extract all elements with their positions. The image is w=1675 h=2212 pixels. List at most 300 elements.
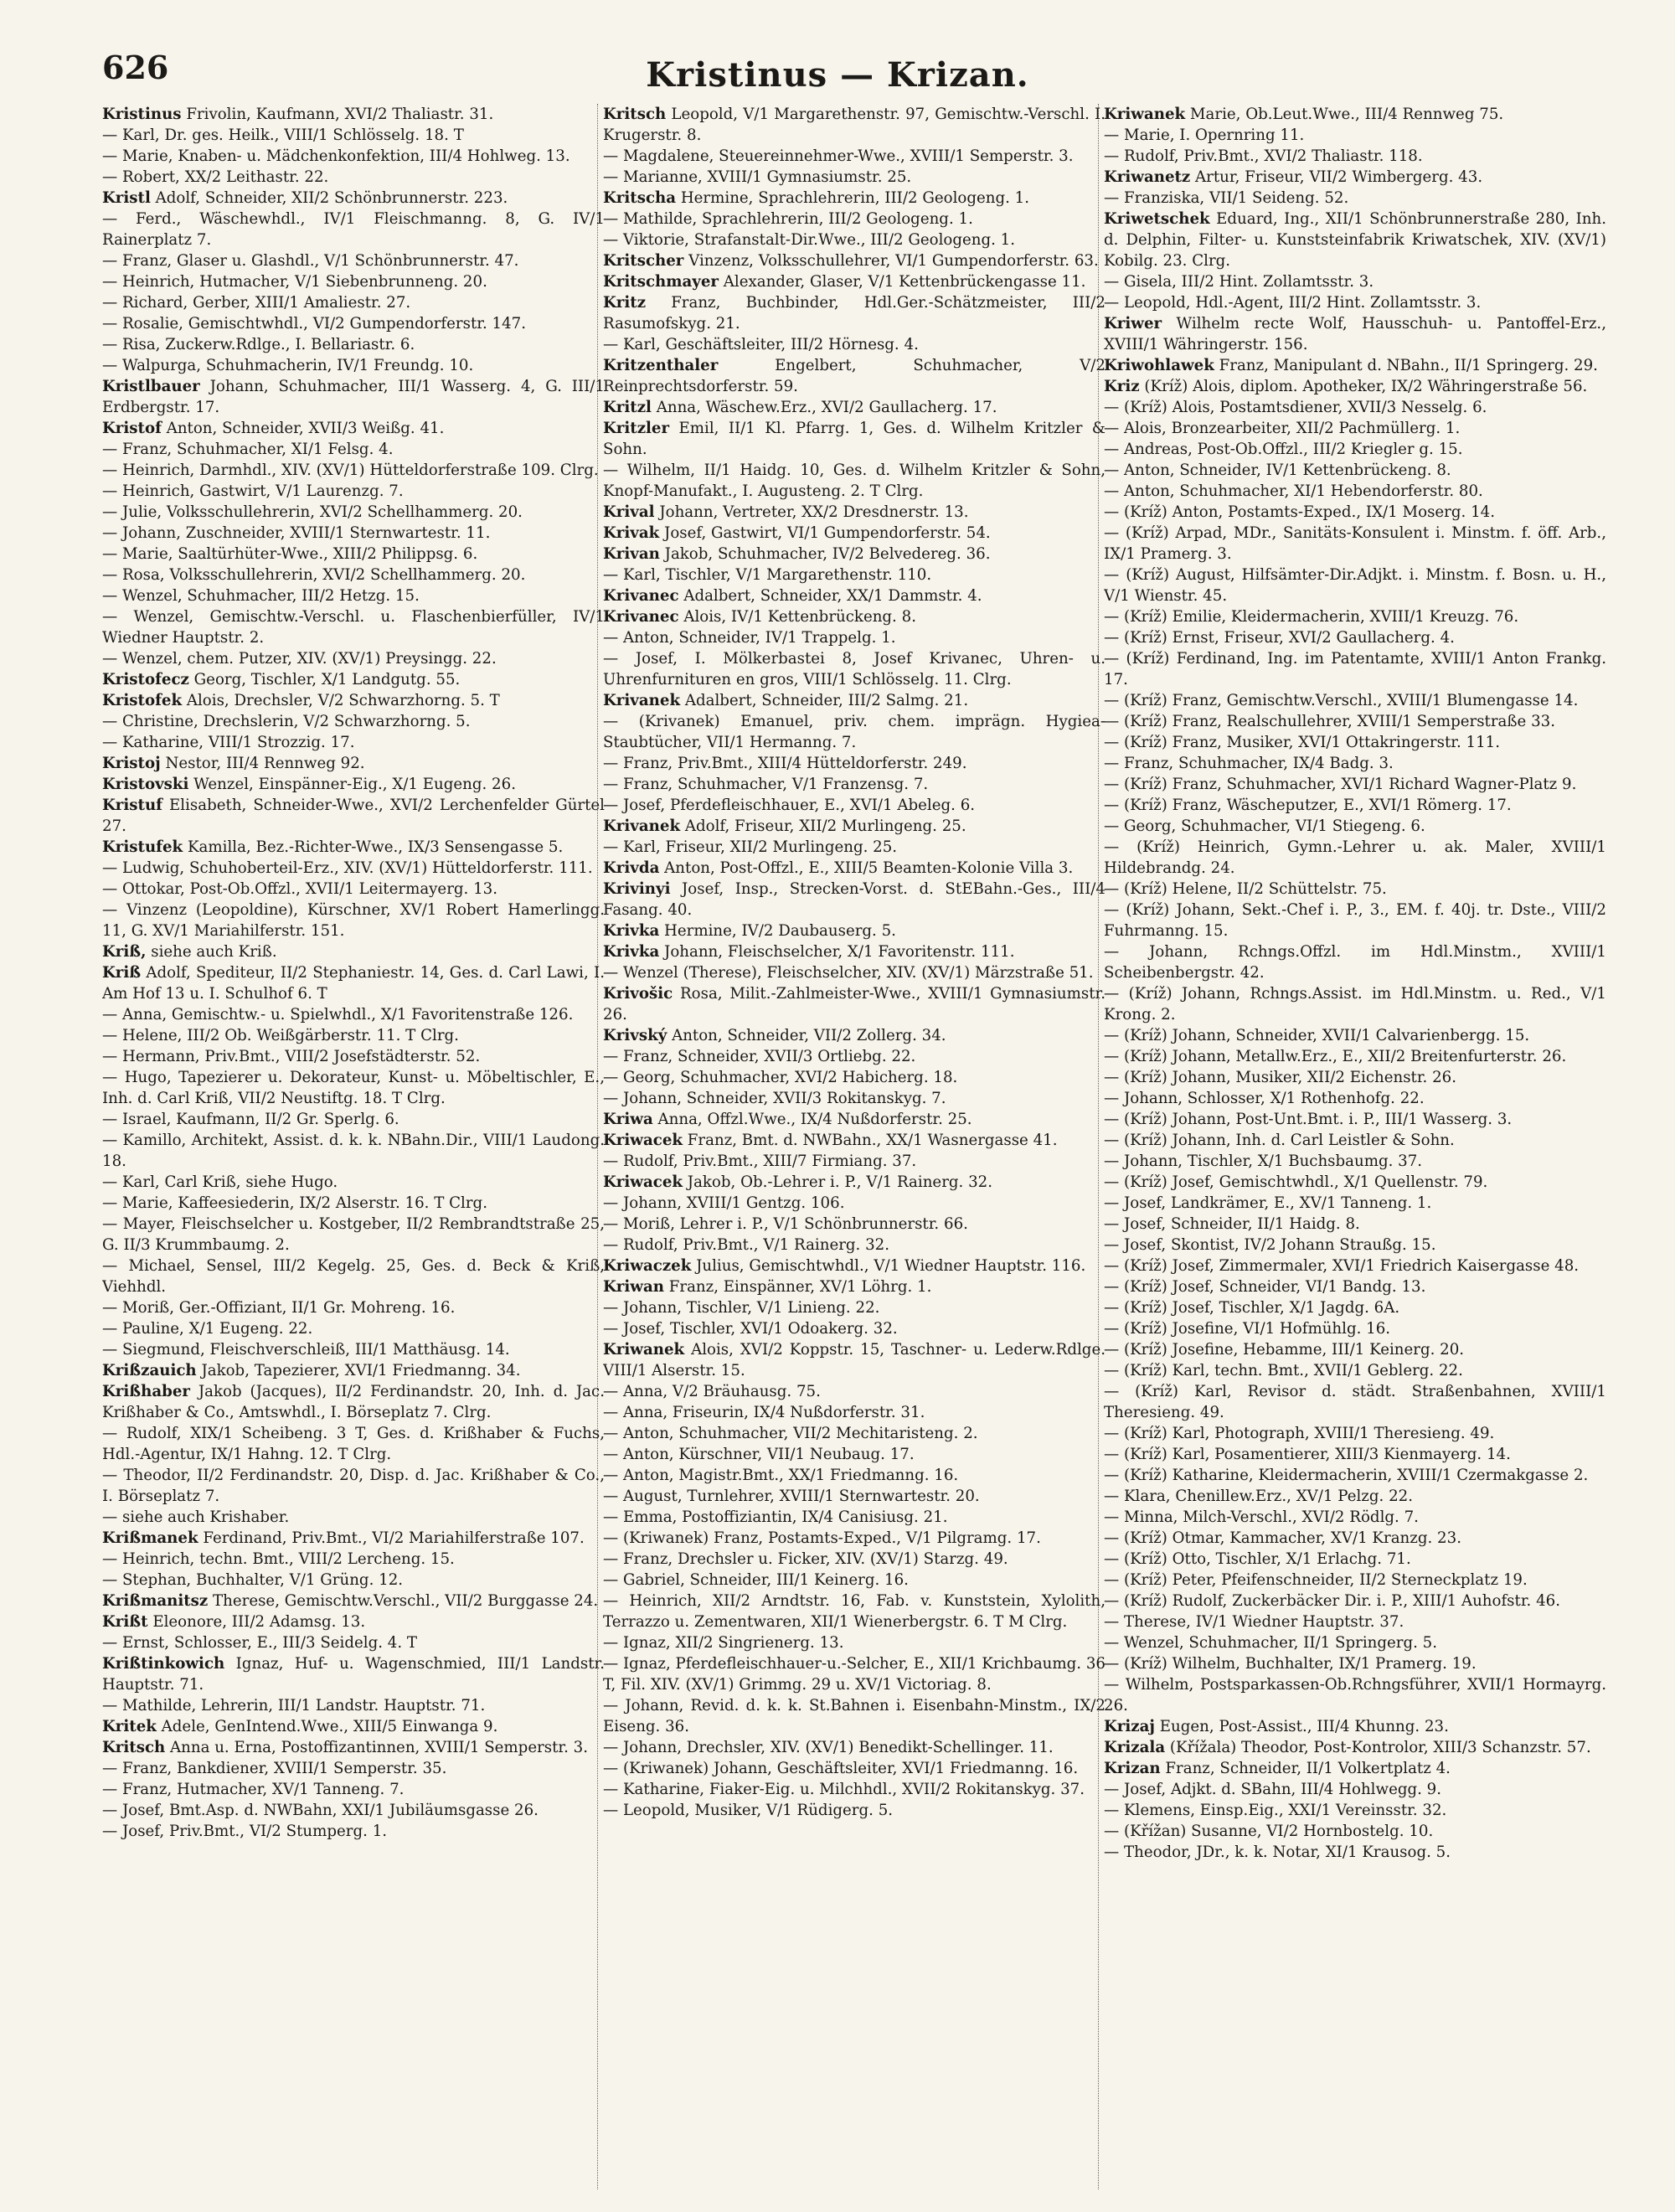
- entry-text: Kristovski Wenzel, Einspänner-Eig., X/1 Eugeng. 26.: [102, 776, 516, 793]
- entry-text: Kristlbauer Johann, Schuhmacher, III/1 Wasserg. 4, G. III/1 Erdbergstr. 17.: [102, 378, 605, 416]
- directory-subentry: [1104, 690, 1606, 711]
- entry-text: Kritsch Anna u. Erna, Postoffizantinnen, XVIII/1 Semperstr. 3.: [102, 1739, 589, 1756]
- directory-subentry: [603, 1214, 1106, 1235]
- entry-text: — Alois, Bronzearbeiter, XII/2 Pachmüllerg. 1.: [1104, 420, 1461, 437]
- directory-subentry: [603, 1507, 1106, 1528]
- directory-subentry: [1104, 188, 1606, 209]
- entry-text: — Robert, XX/2 Leithastr. 22.: [102, 168, 329, 186]
- entry-text: Kriwohlawek Franz, Manipulant d. NBahn., II/1 Springerg. 29.: [1104, 357, 1598, 374]
- surname: Krivka: [603, 943, 660, 961]
- directory-subentry: [1104, 1193, 1606, 1214]
- surname: Krißhaber: [102, 1383, 190, 1400]
- directory-subentry: [1104, 1674, 1606, 1716]
- entry-text: Krivošic Rosa, Milit.-Zahlmeister-Wwe., XVIII/1 Gymnasiumstr. 26.: [603, 985, 1106, 1024]
- entry-text: Krizan Franz, Schneider, II/1 Volkertplatz 4.: [1104, 1760, 1451, 1777]
- surname: Kristofecz: [102, 671, 189, 688]
- surname: Kriwacek: [603, 1132, 683, 1149]
- directory-subentry: [102, 648, 605, 669]
- entry-text: — (Kríž) Arpad, MDr., Sanitäts-Konsulent i. Minstm. f. öff. Arb., IX/1 Pramerg. 3.: [1104, 524, 1606, 563]
- entry-text: — Pauline, X/1 Eugeng. 22.: [102, 1320, 313, 1338]
- directory-subentry: [1104, 1528, 1606, 1549]
- entry-text: — Johann, Drechsler, XIV. (XV/1) Benedikt-Schellinger. 11.: [603, 1739, 1054, 1756]
- entry-text: — Karl, Tischler, V/1 Margarethenstr. 110.: [603, 566, 932, 584]
- directory-subentry: [603, 1151, 1106, 1172]
- entry-text: — Rudolf, Priv.Bmt., XIII/7 Firmiang. 37.: [603, 1152, 917, 1170]
- surname: Krißmanitsz: [102, 1592, 209, 1610]
- entry-text: — Therese, IV/1 Wiedner Hauptstr. 37.: [1104, 1613, 1404, 1631]
- directory-subentry: [603, 627, 1106, 648]
- directory-subentry: [1104, 879, 1606, 900]
- directory-entry: [603, 502, 1106, 523]
- directory-subentry: [1104, 481, 1606, 502]
- entry-text: — (Kríž) Karl, Revisor d. städt. Straßenbahnen, XVIII/1 Theresieng. 49.: [1104, 1383, 1606, 1421]
- directory-subentry: [1104, 837, 1606, 879]
- entry-text: Krivak Josef, Gastwirt, VI/1 Gumpendorferstr. 54.: [603, 524, 991, 542]
- directory-subentry: [102, 1695, 605, 1716]
- surname: Krivanec: [603, 608, 679, 626]
- entry-text: — Franz, Schuhmacher, IX/4 Badg. 3.: [1104, 755, 1394, 772]
- entry-text: — Franz, Schuhmacher, V/1 Franzensg. 7.: [603, 776, 929, 793]
- directory-subentry: [102, 271, 605, 292]
- directory-entry: [102, 1381, 605, 1423]
- directory-entry: [603, 292, 1106, 334]
- surname: Krizan: [1104, 1760, 1161, 1777]
- page-number: 626: [102, 49, 169, 86]
- entry-text: — Katharine, Fiaker-Eig. u. Milchhdl., XVII/2 Rokitanskyg. 37.: [603, 1781, 1085, 1798]
- directory-entry: [603, 858, 1106, 879]
- entry-text: — (Kríž) Anton, Postamts-Exped., IX/1 Moserg. 14.: [1104, 503, 1496, 521]
- entry-text: — (Kríž) Karl, Photograph, XVIII/1 Theresieng. 49.: [1104, 1425, 1495, 1442]
- directory-entry: [603, 983, 1106, 1025]
- entry-text: Kristoj Nestor, III/4 Rennweg 92.: [102, 755, 365, 772]
- entry-text: — Marie, Kaffeesiederin, IX/2 Alserstr. 16. T Clrg.: [102, 1194, 487, 1212]
- directory-entry: [603, 585, 1106, 606]
- directory-subentry: [1104, 1172, 1606, 1193]
- directory-subentry: [1104, 1088, 1606, 1109]
- entry-text: — Johann, Revid. d. k. k. St.Bahnen i. Eisenbahn-Minstm., IX/2 Eiseng. 36.: [603, 1697, 1106, 1735]
- entry-text: — (Kríž) Franz, Schuhmacher, XVI/1 Richard Wagner-Platz 9.: [1104, 776, 1577, 793]
- surname: Kristinus: [102, 106, 182, 123]
- entry-text: — Josef, Pferdefleischhauer, E., XVI/1 Abeleg. 6.: [603, 797, 976, 814]
- entry-text: Kritek Adele, GenIntend.Wwe., XIII/5 Einwanga 9.: [102, 1718, 498, 1735]
- entry-text: Krivanec Adalbert, Schneider, XX/1 Dammstr. 4.: [603, 587, 982, 605]
- entry-text: — (Kríž) Johann, Post-Unt.Bmt. i. P., III/1 Wasserg. 3.: [1104, 1111, 1513, 1128]
- directory-entry: [603, 397, 1106, 418]
- directory-subentry: [102, 1423, 605, 1465]
- directory-subentry: [102, 167, 605, 188]
- entry-text: — Wenzel, Gemischtw.-Verschl. u. Flaschenbierfüller, IV/1 Wiedner Hauptstr. 2.: [102, 608, 605, 647]
- directory-subentry: [603, 1381, 1106, 1402]
- entry-text: — August, Turnlehrer, XVIII/1 Sternwartestr. 20.: [603, 1488, 980, 1505]
- directory-subentry: [1104, 1800, 1606, 1821]
- entry-text: Krivský Anton, Schneider, VII/2 Zollerg. 34.: [603, 1027, 946, 1044]
- entry-text: — Gabriel, Schneider, III/1 Keinerg. 16.: [603, 1571, 909, 1589]
- surname: Kritzl: [603, 399, 652, 416]
- directory-subentry: [1104, 732, 1606, 753]
- entry-text: — Johann, XVIII/1 Gentzg. 106.: [603, 1194, 845, 1212]
- directory-subentry: [1104, 1318, 1606, 1339]
- entry-text: — Israel, Kaufmann, II/2 Gr. Sperlg. 6.: [102, 1111, 399, 1128]
- directory-subentry: [102, 1193, 605, 1214]
- directory-subentry: [1104, 523, 1606, 565]
- entry-text: — Rosalie, Gemischtwhdl., VI/2 Gumpendorferstr. 147.: [102, 315, 527, 333]
- surname: Kritschmayer: [603, 273, 719, 291]
- entry-text: Krißt Eleonore, III/2 Adamsg. 13.: [102, 1613, 366, 1631]
- surname: Krizaj: [1104, 1718, 1155, 1735]
- directory-subentry: [1104, 627, 1606, 648]
- entry-text: Kritschmayer Alexander, Glaser, V/1 Kettenbrückengasse 11.: [603, 273, 1086, 291]
- directory-entry: [102, 376, 605, 418]
- entry-text: — Viktorie, Strafanstalt-Dir.Wwe., III/2 Geologeng. 1.: [603, 231, 1016, 249]
- directory-subentry: [1104, 1653, 1606, 1674]
- entry-text: — Leopold, Musiker, V/1 Rüdigerg. 5.: [603, 1802, 894, 1819]
- directory-subentry: [1104, 1025, 1606, 1046]
- directory-subentry: [102, 1046, 605, 1067]
- entry-text: — Heinrich, Gastwirt, V/1 Laurenzg. 7.: [102, 482, 404, 500]
- directory-entry: [603, 523, 1106, 544]
- entry-text: — Johann, Schneider, XVII/3 Rokitanskyg. 7.: [603, 1090, 946, 1107]
- directory-subentry: [102, 1130, 605, 1172]
- entry-text: — Ernst, Schlosser, E., III/3 Seidelg. 4. T: [102, 1634, 418, 1652]
- surname: Kritsch: [603, 106, 667, 123]
- entry-text: Kristufek Kamilla, Bez.-Richter-Wwe., IX/3 Sensengasse 5.: [102, 838, 564, 856]
- entry-text: Kriwacek Jakob, Ob.-Lehrer i. P., V/1 Rainerg. 32.: [603, 1173, 993, 1191]
- entry-text: — Franz, Bankdiener, XVIII/1 Semperstr. 35.: [102, 1760, 447, 1777]
- directory-subentry: [102, 606, 605, 648]
- surname: Kriwanek: [1104, 106, 1186, 123]
- entry-text: — Mathilde, Sprachlehrerin, III/2 Geologeng. 1.: [603, 210, 973, 228]
- directory-subentry: [1104, 1151, 1606, 1172]
- surname: Kristlbauer: [102, 378, 200, 395]
- directory-entry: [102, 418, 605, 439]
- directory-subentry: [603, 753, 1106, 774]
- directory-subentry: [102, 1570, 605, 1591]
- directory-entry: [102, 1716, 605, 1737]
- entry-text: — Minna, Milch-Verschl., XVI/2 Rödlg. 7.: [1104, 1508, 1419, 1526]
- surname: Kristuf: [102, 797, 162, 814]
- directory-subentry: [603, 460, 1106, 502]
- directory-entry: [603, 188, 1106, 209]
- entry-text: — (Kríž) Josefine, VI/1 Hofmühlg. 16.: [1104, 1320, 1391, 1338]
- surname: Kriwaczek: [603, 1257, 692, 1275]
- directory-entry: [1104, 1758, 1606, 1779]
- directory-subentry: [1104, 774, 1606, 795]
- entry-text: — (Kríž) Johann, Rchngs.Assist. im Hdl.Minstm. u. Red., V/1 Krong. 2.: [1104, 985, 1606, 1024]
- entry-text: — Johann, Rchngs.Offzl. im Hdl.Minstm., XVIII/1 Scheibenbergstr. 42.: [1104, 943, 1606, 982]
- entry-text: Krivka Johann, Fleischselcher, X/1 Favoritenstr. 111.: [603, 943, 1015, 961]
- surname: Krizala: [1104, 1739, 1166, 1756]
- directory-entry: [603, 418, 1106, 460]
- directory-entry: [102, 1528, 605, 1549]
- entry-text: — Franz, Priv.Bmt., XIII/4 Hütteldorferstr. 249.: [603, 755, 967, 772]
- surname: Kritsch: [102, 1739, 166, 1756]
- directory-entry: [102, 188, 605, 209]
- directory-subentry: [603, 648, 1106, 690]
- entry-text: — Christine, Drechslerin, V/2 Schwarzhorng. 5.: [102, 713, 471, 730]
- directory-subentry: [1104, 1297, 1606, 1318]
- directory-subentry: [1104, 795, 1606, 816]
- entry-text: — Karl, Carl Kriß, siehe Hugo.: [102, 1173, 338, 1191]
- surname: Kritek: [102, 1718, 157, 1735]
- directory-subentry: [1104, 439, 1606, 460]
- entry-text: — Anton, Schuhmacher, VII/2 Mechitaristeng. 2.: [603, 1425, 978, 1442]
- directory-subentry: [1104, 606, 1606, 627]
- entry-text: — (Kríž) Wilhelm, Buchhalter, IX/1 Pramerg. 19.: [1104, 1655, 1477, 1673]
- directory-entry: [603, 544, 1106, 565]
- entry-text: — Josef, Skontist, IV/2 Johann Straußg. 15.: [1104, 1236, 1436, 1254]
- entry-text: — Franziska, VII/1 Seideng. 52.: [1104, 189, 1349, 207]
- entry-text: — Andreas, Post-Ob.Offzl., III/2 Kriegler g. 15.: [1104, 441, 1463, 458]
- entry-text: — (Kríž) Johann, Metallw.Erz., E., XII/2 Breitenfurterstr. 26.: [1104, 1048, 1567, 1065]
- directory-subentry: [603, 1193, 1106, 1214]
- entry-text: — Anna, V/2 Bräuhausg. 75.: [603, 1383, 821, 1400]
- directory-entry: [603, 1256, 1106, 1276]
- entry-text: — Moriß, Lehrer i. P., V/1 Schönbrunnerstr. 66.: [603, 1215, 968, 1233]
- column-2: [603, 104, 1106, 2198]
- entry-text: — Emma, Postoffiziantin, IX/4 Canisiusg. 21.: [603, 1508, 948, 1526]
- surname: Kritscher: [603, 252, 684, 270]
- directory-subentry: [102, 1800, 605, 1821]
- entry-text: Kriß Adolf, Spediteur, II/2 Stephaniestr. 14, Ges. d. Carl Lawi, I. Am Hof 13 u. I. Schulhof 6. T: [102, 964, 605, 1003]
- directory-subentry: [603, 1088, 1106, 1109]
- entry-text: — Ignaz, Pferdefleischhauer-u.-Selcher, E., XII/1 Krichbaumg. 36 T, Fil. XIV. (XV/1) Grimmg. 29 u. XV/1 Victoriag. 8.: [603, 1655, 1106, 1694]
- directory-subentry: [1104, 1842, 1606, 1863]
- surname: Kriwacek: [603, 1173, 683, 1191]
- directory-entry: [102, 1611, 605, 1632]
- directory-subentry: [1104, 1486, 1606, 1507]
- directory-subentry: [102, 1256, 605, 1297]
- directory-subentry: [603, 1695, 1106, 1737]
- entry-text: Krißmanitsz Therese, Gemischtw.Verschl., VII/2 Burggasse 24.: [102, 1592, 599, 1610]
- directory-subentry: [1104, 271, 1606, 292]
- directory-subentry: [603, 167, 1106, 188]
- directory-subentry: [1104, 1570, 1606, 1591]
- directory-entry: [603, 1025, 1106, 1046]
- directory-entry: [603, 1339, 1106, 1381]
- directory-subentry: [1104, 1067, 1606, 1088]
- entry-text: — Rudolf, Priv.Bmt., V/1 Rainerg. 32.: [603, 1236, 890, 1254]
- entry-text: Krivda Anton, Post-Offzl., E., XIII/5 Beamten-Kolonie Villa 3.: [603, 859, 1074, 877]
- directory-subentry: [603, 1632, 1106, 1653]
- entry-text: Kriß, siehe auch Kriß.: [102, 943, 277, 961]
- directory-subentry: [1104, 1591, 1606, 1611]
- entry-text: Krivanek Adalbert, Schneider, III/2 Salmg. 21.: [603, 692, 969, 709]
- entry-text: — Rudolf, Priv.Bmt., XVI/2 Thaliastr. 118.: [1104, 147, 1423, 165]
- surname: Krivský: [603, 1027, 667, 1044]
- entry-text: — Karl, Friseur, XII/2 Murlingeng. 25.: [603, 838, 898, 856]
- entry-text: — Franz, Glaser u. Glashdl., V/1 Schönbrunnerstr. 47.: [102, 252, 519, 270]
- directory-subentry: [1104, 1130, 1606, 1151]
- entry-text: Krivanek Adolf, Friseur, XII/2 Murlingeng. 25.: [603, 817, 966, 835]
- directory-entry: [102, 962, 605, 1004]
- directory-entry: [1104, 1737, 1606, 1758]
- surname: Krivak: [603, 524, 660, 542]
- directory-subentry: [1104, 1507, 1606, 1528]
- entry-text: Kriwetschek Eduard, Ing., XII/1 Schönbrunnerstraße 280, Inh. d. Delphin, Filter- u. Kunststeinfabrik Kriwatschek, XIV. (XV/1) Kobilg. 23. Clrg.: [1104, 210, 1606, 270]
- directory-subentry: [102, 858, 605, 879]
- entry-text: — (Kríž) Josef, Tischler, X/1 Jagdg. 6A.: [1104, 1299, 1400, 1317]
- entry-text: — (Kríž) Otto, Tischler, X/1 Erlachg. 71.: [1104, 1550, 1411, 1568]
- entry-text: — (Kríž) Johann, Musiker, XII/2 Eichenstr. 26.: [1104, 1069, 1457, 1086]
- surname: Kriwer: [1104, 315, 1162, 333]
- directory-subentry: [1104, 711, 1606, 732]
- surname: Krivda: [603, 859, 660, 877]
- directory-subentry: [603, 1297, 1106, 1318]
- directory-subentry: [1104, 1423, 1606, 1444]
- entry-text: — Vinzenz (Leopoldine), Kürschner, XV/1 Robert Hamerlingg. 11, G. XV/1 Mariahilferstr. 151.: [102, 901, 605, 940]
- directory-entry: [102, 795, 605, 837]
- entry-text: Krival Johann, Vertreter, XX/2 Dresdnerstr. 13.: [603, 503, 969, 521]
- directory-entry: [1104, 104, 1606, 125]
- directory-entry: [603, 250, 1106, 271]
- surname: Krivan: [603, 545, 660, 563]
- entry-text: — Karl, Dr. ges. Heilk., VIII/1 Schlösselg. 18. T: [102, 126, 464, 144]
- surname: Kristufek: [102, 838, 183, 856]
- running-head: Kristinus — Krizan.: [646, 55, 1029, 95]
- entry-text: — Theodor, II/2 Ferdinandstr. 20, Disp. d. Jac. Krißhaber & Co., I. Börseplatz 7.: [102, 1467, 605, 1505]
- entry-text: Kriwa Anna, Offzl.Wwe., IX/4 Nußdorferstr. 25.: [603, 1111, 972, 1128]
- surname: Kristofek: [102, 692, 183, 709]
- entry-text: — Julie, Volksschullehrerin, XVI/2 Schellhammerg. 20.: [102, 503, 523, 521]
- surname: Krivanek: [603, 817, 681, 835]
- directory-subentry: [102, 1339, 605, 1360]
- entry-text: — Gisela, III/2 Hint. Zollamtsstr. 3.: [1104, 273, 1374, 291]
- entry-text: — Josef, Priv.Bmt., VI/2 Stumperg. 1.: [102, 1823, 388, 1840]
- entry-text: — Anton, Schneider, IV/1 Kettenbrückeng. 8.: [1104, 461, 1451, 479]
- directory-entry: [102, 1737, 605, 1758]
- entry-text: — Franz, Schuhmacher, XI/1 Felsg. 4.: [102, 441, 394, 458]
- directory-subentry: [1104, 1109, 1606, 1130]
- entry-text: — Theodor, JDr., k. k. Notar, XI/1 Krausog. 5.: [1104, 1843, 1451, 1861]
- surname: Krivanec: [603, 587, 679, 605]
- directory-subentry: [1104, 460, 1606, 481]
- directory-subentry: [1104, 1465, 1606, 1486]
- directory-entry: [603, 606, 1106, 627]
- directory-entry: [102, 774, 605, 795]
- entry-text: Kristofecz Georg, Tischler, X/1 Landgutg. 55.: [102, 671, 461, 688]
- entry-text: — (Kríž) Katharine, Kleidermacherin, XVIII/1 Czermakgasse 2.: [1104, 1467, 1589, 1484]
- entry-text: — Karl, Geschäftsleiter, III/2 Hörnesg. 4.: [603, 336, 919, 353]
- entry-text: Krivanec Alois, IV/1 Kettenbrückeng. 8.: [603, 608, 916, 626]
- surname: Krißmanek: [102, 1529, 198, 1547]
- entry-text: — Anton, Kürschner, VII/1 Neubaug. 17.: [603, 1446, 915, 1463]
- directory-subentry: [102, 1779, 605, 1800]
- entry-text: — (Kríž) Josef, Gemischtwhdl., X/1 Quellenstr. 79.: [1104, 1173, 1488, 1191]
- directory-subentry: [102, 565, 605, 585]
- directory-subentry: [1104, 1611, 1606, 1632]
- entry-text: — (Kriwanek) Johann, Geschäftsleiter, XVI/1 Friedmanng. 16.: [603, 1760, 1079, 1777]
- directory-entry: [1104, 376, 1606, 397]
- entry-text: — (Kríž) Ernst, Friseur, XVI/2 Gaullacherg. 4.: [1104, 629, 1455, 647]
- directory-subentry: [102, 355, 605, 376]
- directory-subentry: [102, 544, 605, 565]
- surname: Kristovski: [102, 776, 189, 793]
- surname: Kristoj: [102, 755, 161, 772]
- entry-text: Kriwacek Franz, Bmt. d. NWBahn., XX/1 Wasnergasse 41.: [603, 1132, 1058, 1149]
- entry-text: — Franz, Schneider, XVII/3 Ortliebg. 22.: [603, 1048, 916, 1065]
- entry-text: — Ottokar, Post-Ob.Offzl., XVII/1 Leitermayerg. 13.: [102, 880, 498, 898]
- entry-text: — Marie, I. Opernring 11.: [1104, 126, 1305, 144]
- directory-subentry: [1104, 1444, 1606, 1465]
- directory-subentry: [603, 1486, 1106, 1507]
- directory-entry: [603, 1276, 1106, 1297]
- surname: Kritzler: [603, 420, 670, 437]
- entry-text: Kristl Adolf, Schneider, XII/2 Schönbrunnerstr. 223.: [102, 189, 508, 207]
- directory-subentry: [1104, 1046, 1606, 1067]
- surname: Kriwetschek: [1104, 210, 1210, 228]
- entry-text: — (Kríž) Johann, Schneider, XVII/1 Calvarienbergg. 15.: [1104, 1027, 1530, 1044]
- directory-subentry: [102, 502, 605, 523]
- directory-entry: [102, 1653, 605, 1695]
- entry-text: — Anna, Friseurin, IX/4 Nußdorferstr. 31.: [603, 1404, 925, 1421]
- directory-subentry: [1104, 900, 1606, 941]
- surname: Krißtinkowich: [102, 1655, 225, 1673]
- directory-subentry: [1104, 1779, 1606, 1800]
- entry-text: — Johann, Schlosser, X/1 Rothenhofg. 22.: [1104, 1090, 1425, 1107]
- directory-subentry: [102, 1172, 605, 1193]
- entry-text: Krißhaber Jakob (Jacques), II/2 Ferdinandstr. 20, Inh. d. Jac. Krißhaber & Co., Amtswhdl., I. Börseplatz 7. Clrg.: [102, 1383, 605, 1421]
- surname: Krißt: [102, 1613, 148, 1631]
- directory-subentry: [1104, 1360, 1606, 1381]
- directory-subentry: [1104, 146, 1606, 167]
- entry-text: — Marie, Knaben- u. Mädchenkonfektion, III/4 Hohlweg. 13.: [102, 147, 570, 165]
- entry-text: — Josef, Schneider, II/1 Haidg. 8.: [1104, 1215, 1360, 1233]
- entry-text: — Mayer, Fleischselcher u. Kostgeber, II/2 Rembrandtstraße 25, G. II/3 Krummbaumg. 2.: [102, 1215, 605, 1254]
- entry-text: — Johann, Tischler, V/1 Linieng. 22.: [603, 1299, 880, 1317]
- directory-entry: [102, 690, 605, 711]
- entry-text: — (Kríž) Helene, II/2 Schüttelstr. 75.: [1104, 880, 1387, 898]
- surname: Krivka: [603, 922, 660, 940]
- directory-entry: [102, 1360, 605, 1381]
- directory-subentry: [603, 1465, 1106, 1486]
- directory-subentry: [102, 585, 605, 606]
- directory-entry: [603, 941, 1106, 962]
- directory-entry: [102, 753, 605, 774]
- entry-text: — Rudolf, XIX/1 Scheibeng. 3 T, Ges. d. Krißhaber & Fuchs, Hdl.-Agentur, IX/1 Hahng. 12. T Clrg.: [102, 1425, 605, 1463]
- directory-entry: [603, 879, 1106, 920]
- directory-subentry: [102, 313, 605, 334]
- entry-text: — Helene, III/2 Ob. Weißgärberstr. 11. T Clrg.: [102, 1027, 459, 1044]
- directory-subentry: [1104, 1632, 1606, 1653]
- entry-text: Kriwanetz Artur, Friseur, VII/2 Wimbergerg. 43.: [1104, 168, 1483, 186]
- entry-text: Krißmanek Ferdinand, Priv.Bmt., VI/2 Mariahilferstraße 107.: [102, 1529, 585, 1547]
- surname: Kriwohlawek: [1104, 357, 1214, 374]
- entry-text: — (Kríž) Josefine, Hebamme, III/1 Keinerg. 20.: [1104, 1341, 1465, 1359]
- entry-text: Kritzler Emil, II/1 Kl. Pfarrg. 1, Ges. d. Wilhelm Kritzler & Sohn.: [603, 420, 1106, 458]
- directory-entry: [603, 816, 1106, 837]
- entry-text: Krißzauich Jakob, Tapezierer, XVI/1 Friedmanng. 34.: [102, 1362, 521, 1379]
- directory-entry: [603, 920, 1106, 941]
- directory-subentry: [603, 1653, 1106, 1695]
- entry-text: — Wenzel, Schuhmacher, II/1 Springerg. 5.: [1104, 1634, 1438, 1652]
- entry-text: Kristofek Alois, Drechsler, V/2 Schwarzhorng. 5. T: [102, 692, 500, 709]
- directory-subentry: [102, 711, 605, 732]
- directory-entry: [603, 1172, 1106, 1193]
- directory-subentry: [102, 1109, 605, 1130]
- entry-text: — Anton, Schneider, IV/1 Trappelg. 1.: [603, 629, 896, 647]
- surname: Kriwan: [603, 1278, 664, 1296]
- entry-text: — Richard, Gerber, XIII/1 Amaliestr. 27.: [102, 294, 411, 312]
- directory-subentry: [603, 1067, 1106, 1088]
- directory-subentry: [102, 209, 605, 250]
- entry-text: — Hugo, Tapezierer u. Dekorateur, Kunst- u. Möbeltischler, E., Inh. d. Carl Kriß, VII/2 Neustiftg. 18. T Clrg.: [102, 1069, 605, 1107]
- entry-text: — Georg, Schuhmacher, VI/1 Stiegeng. 6.: [1104, 817, 1425, 835]
- directory-subentry: [1104, 125, 1606, 146]
- directory-subentry: [102, 732, 605, 753]
- directory-subentry: [102, 439, 605, 460]
- directory-subentry: [1104, 983, 1606, 1025]
- entry-text: — Johann, Zuschneider, XVIII/1 Sternwartestr. 11.: [102, 524, 491, 542]
